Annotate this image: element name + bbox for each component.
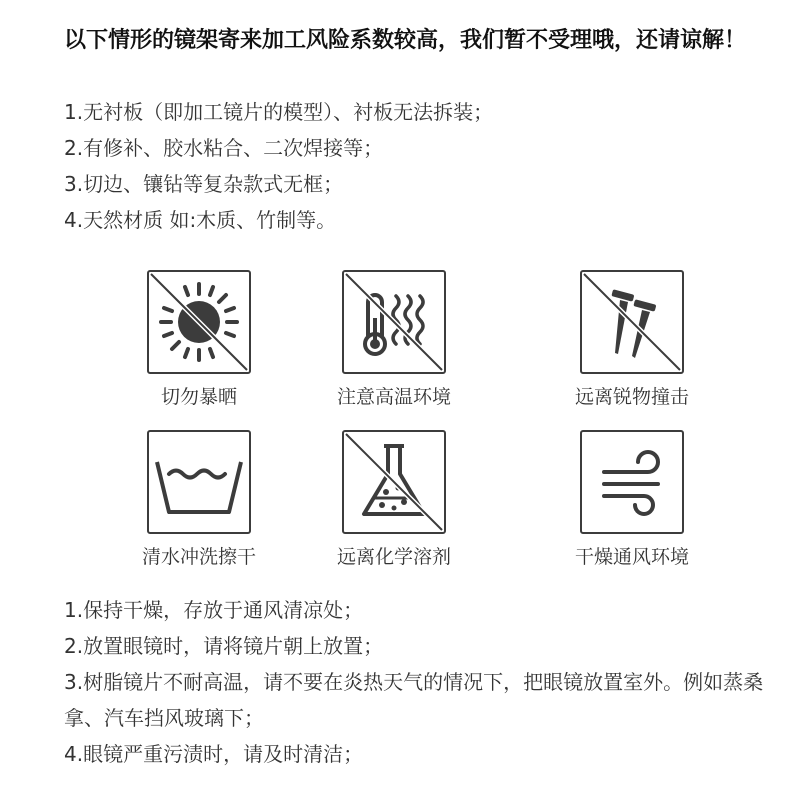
care-item-heat (275, 266, 515, 426)
care-icon-grid (0, 266, 800, 586)
risk-item-3: 3.切边、镶钻等复杂款式无框； (64, 172, 344, 196)
thermometer-heat-prohibited-icon (342, 270, 446, 374)
flask-prohibited-icon (342, 430, 446, 534)
risk-list (64, 94, 774, 238)
risk-item-4: 4.天然材质 如:木质、竹制等。 (64, 208, 337, 232)
risk-item-2: 2.有修补、胶水粘合、二次焊接等； (64, 136, 384, 160)
care-tip-4: 4.眼镜严重污渍时，请及时清洁； (64, 742, 364, 766)
care-item-chemicals (275, 426, 515, 586)
care-label: 干燥通风环境 (574, 546, 689, 568)
care-label: 注意高温环境 (336, 386, 451, 408)
care-label: 远离化学溶剂 (336, 546, 451, 568)
sun-prohibited-icon (147, 270, 251, 374)
care-tip-2: 2.放置眼镜时，请将镜片朝上放置； (64, 634, 384, 658)
care-label: 清水冲洗擦干 (141, 546, 256, 568)
care-label: 远离锐物撞击 (574, 386, 689, 408)
care-tip-1: 1.保持干燥，存放于通风清凉处； (64, 598, 364, 622)
warning-headline: 以下情形的镜架寄来加工风险系数较高，我们暂不受理哦，还请谅解！ (64, 28, 747, 53)
care-label: 切勿暴晒 (160, 386, 237, 408)
wind-icon (580, 430, 684, 534)
care-tips-list (64, 592, 764, 772)
water-basin-icon (147, 430, 251, 534)
care-item-sharp (513, 266, 753, 426)
nails-prohibited-icon (580, 270, 684, 374)
risk-item-1: 1.无衬板（即加工镜片的模型）、衬板无法拆装； (64, 100, 494, 124)
care-item-ventilation (513, 426, 753, 586)
care-tip-3: 3.树脂镜片不耐高温，请不要在炎热天气的情况下，把眼镜放置室外。例如蒸桑拿、汽车挡风玻璃下； (64, 670, 764, 730)
